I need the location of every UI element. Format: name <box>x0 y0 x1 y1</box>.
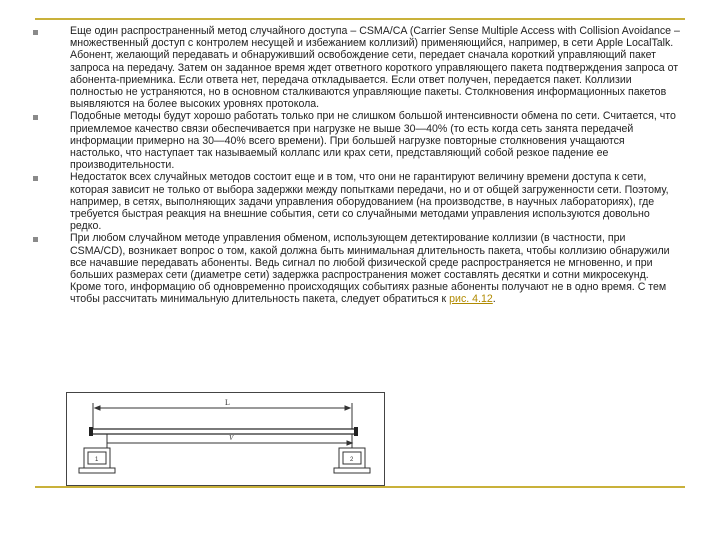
paragraph-text: Подобные методы будут хорошо работать только при не слишком большой интенсивности обмена по сети. Считается, что приемлемое качество связи обеспечивается при нагрузке не выше 30—40% (то есть когда сеть занята передачей информации примерно на 30—40% всего времени). При большей нагрузке повторные столкновения учащаются настолько, что наступает так называемый коллапс или крах сети, представляющий собой резкое падение ее производительности. <box>70 110 676 172</box>
list-item <box>30 25 680 110</box>
list-item <box>30 171 680 232</box>
paragraph-body: При любом случайном методе управления обменом, использующем детектирование коллизии (в частности, при CSMA/CD), возникает вопрос о том, какой должна быть минимальная длительность пакета, чтобы коллизию обнаружили все начавшие передавать абоненты. Ведь сигнал по любой физической среде распространяется не мгновенно, и при больших размерах сети (диаметре сети) задержка распространения может составлять десятки и сотни микросекунд. Кроме того, информацию об одновременно происходящих событиях разные абоненты получают не в одно время. С тем чтобы рассчитать минимальную длительность пакета, следует обратиться к <box>70 232 670 306</box>
paragraph-tail: . <box>492 293 496 306</box>
length-label: L <box>225 398 230 407</box>
length-dimension <box>93 403 352 431</box>
station-label-right: 2 <box>350 457 354 463</box>
bullet-icon <box>33 237 38 242</box>
network-figure <box>66 392 385 486</box>
network-cable <box>89 427 358 436</box>
station-label-left: 1 <box>95 457 99 463</box>
computer-icon <box>334 434 370 473</box>
list-item <box>30 110 680 171</box>
bullet-icon <box>33 176 38 181</box>
bullet-icon <box>33 30 38 35</box>
list-item <box>30 232 680 305</box>
bullet-icon <box>33 115 38 120</box>
paragraph-text: Недостаток всех случайных методов состоит еще и в том, что они не гарантируют величину времени доступа к сети, которая зависит не только от выбора задержки между попытками передачи, но и от общей загруженности сети. Поэтому, например, в сетях, выполняющих задачи управления оборудованием (на производстве, в научных лабораториях), где требуется быстрая реакция на внешние события, сети со случайными методами управления используются довольно редко. <box>70 171 669 233</box>
bullet-list <box>30 25 680 306</box>
computer-icon <box>79 434 115 473</box>
figure-link[interactable]: рис. 4.12 <box>449 293 493 306</box>
speed-label: V <box>229 434 234 442</box>
paragraph-text: Еще один распространенный метод случайного доступа – CSMA/CA (Carrier Sense Multiple Access with Collision Avoidance – множественный доступ с контролем несущей и избежанием коллизий) применяющийся, например, в сети Apple LocalTalk. Абонент, желающий передавать и обнаруживший освобождение сети, передает сначала короткий управляющий пакет запроса на передачу. Затем он заданное время ждет ответного короткого управляющего пакета подтверждения запроса от абонента-приемника. Если ответа нет, передача откладывается. Если ответ получен, передается пакет. Коллизии полностью не устраняются, но в основном сталкиваются управляющие пакеты. Столкновения информационных пакетов выявляются на более высоких уровнях протокола. <box>70 25 680 111</box>
paragraph-text <box>70 232 680 305</box>
top-rule <box>35 18 685 20</box>
bottom-rule <box>35 486 685 488</box>
